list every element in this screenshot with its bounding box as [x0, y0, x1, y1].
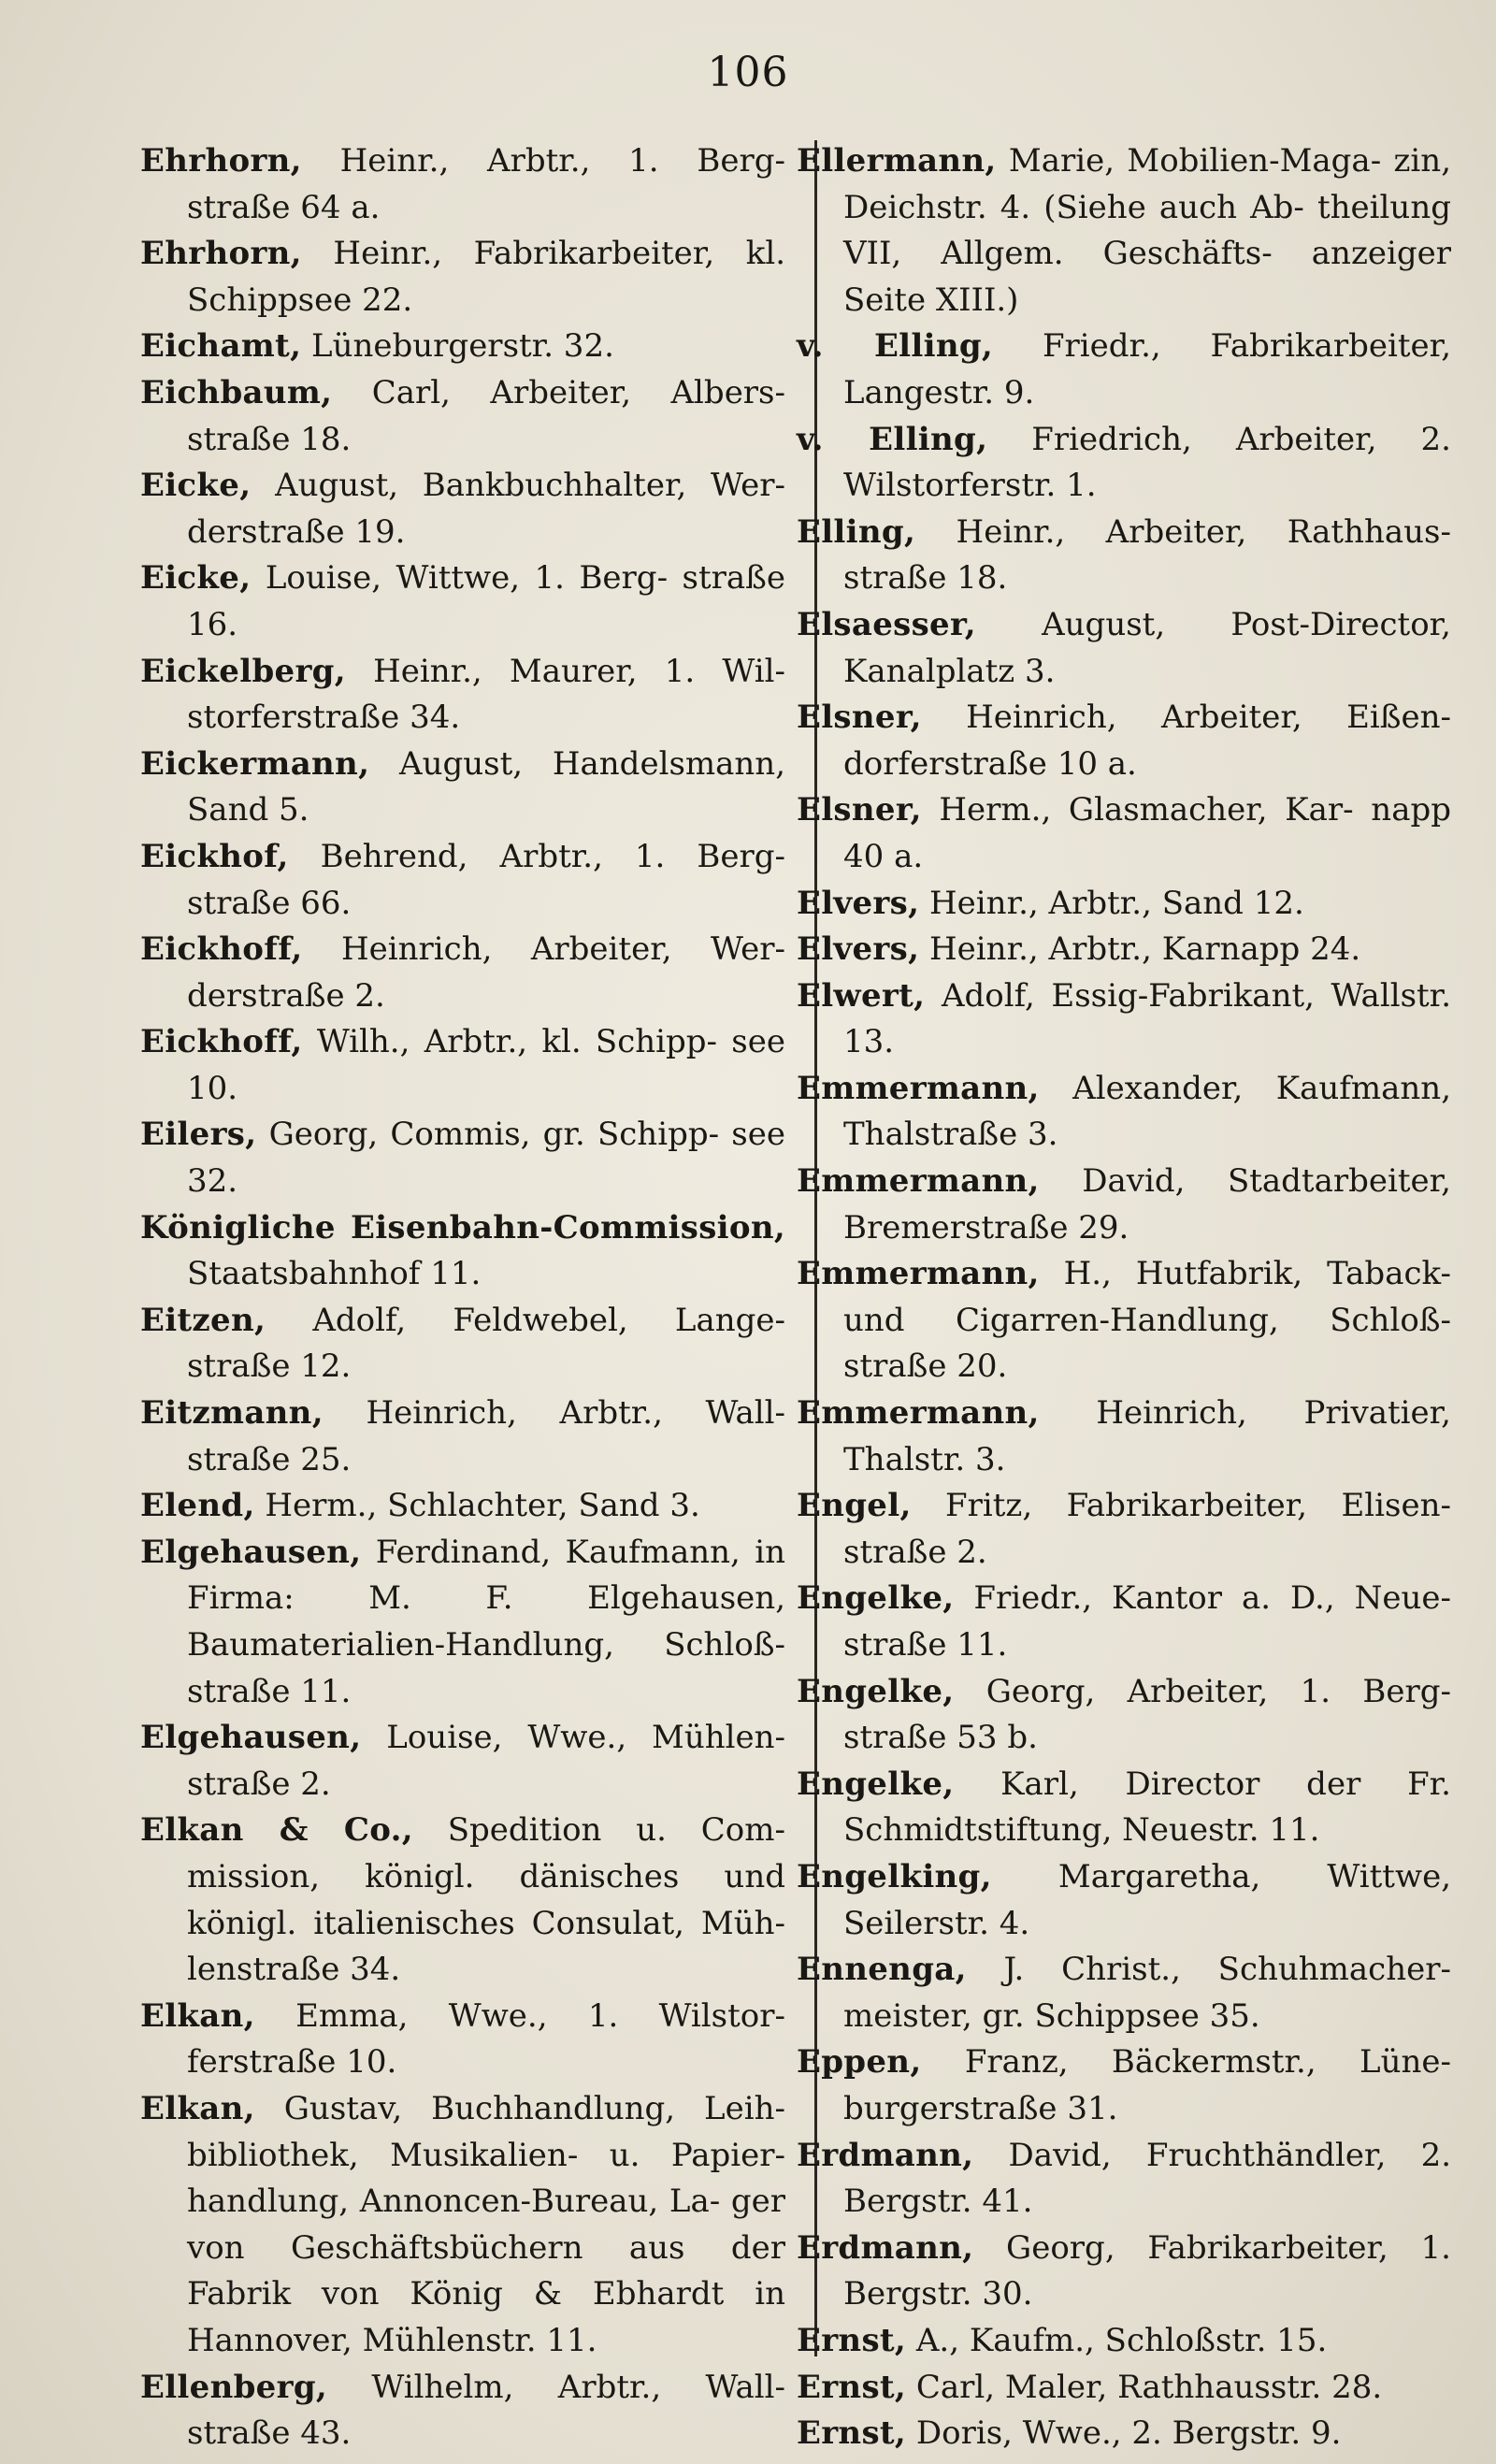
entry-details: Wilh., Arbtr., kl. Schipp- see 10.: [187, 1023, 785, 1107]
entry-name: Elkan,: [140, 1996, 255, 2035]
entry-details: Heinr., Arbtr., Sand 12.: [929, 884, 1304, 922]
entry-details: Heinrich, Arbeiter, Wer- derstraße 2.: [187, 930, 785, 1015]
entry-details: Herm., Schlachter, Sand 3.: [265, 1487, 700, 1525]
directory-entry: [140, 834, 785, 927]
directory-entry: [797, 1066, 1451, 1159]
entry-details: Heinrich, Arbeiter, Eißen- dorferstraße 10 a.: [843, 699, 1451, 783]
entry-details: H., Hutfabrik, Taback- und Cigarren-Handlung, Schloß- straße 20.: [843, 1255, 1451, 1386]
entry-name: Elkan & Co.,: [140, 1811, 413, 1850]
entry-details: Heinr., Maurer, 1. Wil- storferstraße 34.: [187, 652, 785, 737]
directory-entry: [140, 1530, 785, 1715]
directory-entry: [140, 1391, 785, 1483]
entry-details: Friedr., Fabrikarbeiter, Langestr. 9.: [843, 327, 1451, 411]
right-column: [797, 138, 1451, 2457]
directory-entry: [797, 2365, 1451, 2412]
entry-name: Eicke,: [140, 559, 252, 598]
directory-entry: [797, 695, 1451, 787]
entry-name: Erdmann,: [797, 2136, 974, 2174]
entry-name: Elwert,: [797, 976, 926, 1015]
directory-entry: [140, 463, 785, 555]
entry-name: Ehrhorn,: [140, 235, 302, 273]
entry-name: Eilers,: [140, 1116, 257, 1154]
entry-details: Heinrich, Arbtr., Wall- straße 25.: [187, 1394, 786, 1478]
entry-name: Eickermann,: [140, 744, 370, 783]
entry-name: Königliche Eisenbahn-Commission,: [140, 1208, 785, 1246]
directory-entry: [797, 1251, 1451, 1391]
entry-name: Eitzmann,: [140, 1394, 324, 1433]
directory-entry: [140, 555, 785, 648]
entry-details: A., Kaufm., Schloßstr. 15.: [915, 2321, 1328, 2359]
entry-details: Alexander, Kaufmann, Thalstraße 3.: [843, 1069, 1451, 1154]
entry-details: Georg, Fabrikarbeiter, 1. Bergstr. 30.: [843, 2228, 1451, 2313]
entry-name: Eppen,: [797, 2043, 922, 2082]
entry-name: v. Elling,: [797, 420, 988, 458]
entry-details: Adolf, Feldwebel, Lange- straße 12.: [187, 1301, 786, 1386]
directory-entry: [797, 1391, 1451, 1483]
directory-entry: [140, 1994, 785, 2086]
entry-details: Spedition u. Com- mission, königl. dänisches und königl. italienisches Consulat, Müh- lenstraße 34.: [187, 1811, 785, 1989]
directory-entry: [140, 370, 785, 463]
directory-entry: [140, 1019, 785, 1112]
directory-entry: [797, 2039, 1451, 2132]
directory-entry: [797, 138, 1451, 324]
directory-entry: [797, 1576, 1451, 1668]
entry-details: Adolf, Essig-Fabrikant, Wallstr. 13.: [843, 976, 1452, 1061]
entry-name: Eickelberg,: [140, 652, 346, 690]
directory-entry: [140, 649, 785, 742]
directory-entry: [140, 1483, 785, 1530]
directory-entry: [797, 2411, 1451, 2457]
entry-details: August, Bankbuchhalter, Wer- derstraße 19.: [187, 467, 785, 551]
directory-entry: [797, 602, 1451, 695]
entry-details: Georg, Arbeiter, 1. Berg- straße 53 b.: [843, 1672, 1451, 1757]
entry-details: August, Handelsmann, Sand 5.: [187, 744, 786, 829]
entry-details: Gustav, Buchhandlung, Leih- bibliothek, Musikalien- u. Papier- handlung, Annoncen-Bureau, La- ger von Geschäftsbüchern aus der Fabrik von König & Ebhardt in Hannover, Mühlenstr. 11.: [187, 2089, 785, 2359]
directory-entry: [797, 2226, 1451, 2318]
entry-name: Eicke,: [140, 467, 252, 505]
entry-name: Eickhoff,: [140, 930, 303, 969]
entry-details: David, Fruchthändler, 2. Bergstr. 41.: [843, 2136, 1452, 2221]
directory-entry: [140, 2365, 785, 2457]
entry-name: Emmermann,: [797, 1255, 1040, 1293]
directory-entry: [140, 742, 785, 834]
entry-name: Engelke,: [797, 1765, 955, 1803]
entry-details: Marie, Mobilien-Maga- zin, Deichstr. 4. (Siehe auch Ab- theilung VII, Allgem. Geschäfts- anzeiger Seite XIII.): [843, 142, 1452, 319]
entry-name: Eickhof,: [140, 837, 289, 875]
entry-details: Friedr., Kantor a. D., Neue- straße 11.: [843, 1579, 1451, 1664]
entry-name: Ernst,: [797, 2321, 907, 2359]
directory-entry: [797, 1669, 1451, 1762]
directory-entry: [797, 1947, 1451, 2039]
entry-details: Wilhelm, Arbtr., Wall- straße 43.: [187, 2368, 785, 2453]
directory-entry: [797, 973, 1451, 1066]
entry-name: Ernst,: [797, 2414, 907, 2453]
entry-name: Eichamt,: [140, 327, 302, 366]
entry-name: Emmermann,: [797, 1069, 1040, 1107]
entry-details: Heinr., Fabrikarbeiter, kl. Schippsee 22.: [187, 235, 785, 319]
directory-entry: [797, 1483, 1451, 1576]
entry-details: Heinr., Arbeiter, Rathhaus- straße 18.: [843, 512, 1451, 598]
entry-name: Erdmann,: [797, 2228, 974, 2267]
entry-name: Ehrhorn,: [140, 142, 302, 180]
directory-entry: [140, 1808, 785, 1993]
directory-entry: [140, 927, 785, 1019]
entry-name: Emmermann,: [797, 1162, 1040, 1201]
directory-entry: [140, 138, 785, 231]
entry-details: Herm., Glasmacher, Kar- napp 40 a.: [843, 791, 1452, 875]
entry-details: Heinrich, Privatier, Thalstr. 3.: [843, 1394, 1451, 1478]
entry-details: David, Stadtarbeiter, Bremerstraße 29.: [843, 1162, 1451, 1246]
entry-name: Elsner,: [797, 791, 922, 829]
entry-name: Ernst,: [797, 2368, 907, 2406]
directory-entry: [797, 1854, 1451, 1947]
directory-entry: [797, 324, 1451, 416]
entry-name: Ellermann,: [797, 142, 997, 180]
entry-name: Engelking,: [797, 1857, 992, 1895]
entry-details: Franz, Bäckermstr., Lüne- burgerstraße 31.: [843, 2043, 1451, 2127]
entry-name: Elend,: [140, 1487, 255, 1525]
entry-details: Margaretha, Wittwe, Seilerstr. 4.: [843, 1857, 1451, 1942]
entry-name: Ellenberg,: [140, 2368, 328, 2406]
entry-details: Georg, Commis, gr. Schipp- see 32.: [187, 1116, 785, 1201]
directory-entry: [797, 927, 1451, 973]
directory-entry: [140, 1112, 785, 1204]
directory-entry: [140, 1298, 785, 1391]
entry-name: Elling,: [797, 512, 916, 551]
entry-name: Elvers,: [797, 930, 920, 969]
entry-name: Eitzen,: [140, 1301, 266, 1339]
entry-name: Eickhoff,: [140, 1023, 303, 1061]
entry-name: Emmermann,: [797, 1394, 1040, 1433]
directory-entry: [140, 2086, 785, 2365]
entry-details: Karl, Director der Fr. Schmidtstiftung, Neuestr. 11.: [843, 1765, 1451, 1850]
entry-details: Fritz, Fabrikarbeiter, Elisen- straße 2.: [843, 1487, 1451, 1571]
directory-entry: [140, 1715, 785, 1808]
directory-entry: [797, 2318, 1451, 2365]
entry-name: Elsaesser,: [797, 605, 976, 643]
entry-details: Ferdinand, Kaufmann, in Firma: M. F. Elgehausen, Baumaterialien-Handlung, Schloß- straße 11.: [187, 1533, 785, 1710]
directory-entry: [797, 2133, 1451, 2226]
directory-entry: [140, 324, 785, 370]
entry-details: J. Christ., Schuhmacher- meister, gr. Schippsee 35.: [843, 1951, 1451, 2035]
directory-entry: [797, 1159, 1451, 1251]
entry-details: Carl, Maler, Rathhausstr. 28.: [915, 2368, 1383, 2406]
directory-entry: [140, 1205, 785, 1298]
entry-details: Behrend, Arbtr., 1. Berg- straße 66.: [187, 837, 785, 922]
entry-name: Ennenga,: [797, 1951, 967, 1989]
entry-name: Eichbaum,: [140, 373, 333, 411]
entry-name: Elvers,: [797, 884, 920, 922]
directory-entry: [797, 787, 1451, 880]
entry-name: Engel,: [797, 1487, 912, 1525]
entry-details: Emma, Wwe., 1. Wilstor- ferstraße 10.: [187, 1996, 785, 2082]
entry-details: Heinr., Arbtr., Karnapp 24.: [929, 930, 1361, 969]
entry-details: Lüneburgerstr. 32.: [311, 327, 614, 366]
entry-details: Doris, Wwe., 2. Bergstr. 9.: [915, 2414, 1342, 2453]
entry-name: v. Elling,: [797, 327, 994, 366]
page-number: 106: [707, 49, 789, 96]
entry-details: Louise, Wwe., Mühlen- straße 2.: [187, 1719, 786, 1803]
entry-details: August, Post-Director, Kanalplatz 3.: [843, 605, 1451, 690]
entry-details: Carl, Arbeiter, Albers- straße 18.: [187, 373, 785, 458]
directory-entry: [140, 231, 785, 324]
entry-name: Elgehausen,: [140, 1719, 362, 1757]
entry-name: Elsner,: [797, 699, 922, 737]
entry-name: Elkan,: [140, 2089, 255, 2127]
left-column: [140, 138, 785, 2457]
entry-details: Staatsbahnhof 11.: [187, 1255, 482, 1293]
directory-entry: [797, 881, 1451, 928]
entry-details: Louise, Wittwe, 1. Berg- straße 16.: [187, 559, 785, 643]
directory-entry: [797, 510, 1451, 602]
directory-entry: [797, 417, 1451, 510]
entry-details: Friedrich, Arbeiter, 2. Wilstorferstr. 1.: [843, 420, 1451, 505]
entry-name: Engelke,: [797, 1672, 955, 1710]
entry-name: Elgehausen,: [140, 1533, 362, 1571]
directory-entry: [797, 1762, 1451, 1854]
entry-details: Heinr., Arbtr., 1. Berg- straße 64 a.: [187, 142, 785, 226]
entry-name: Engelke,: [797, 1579, 955, 1618]
